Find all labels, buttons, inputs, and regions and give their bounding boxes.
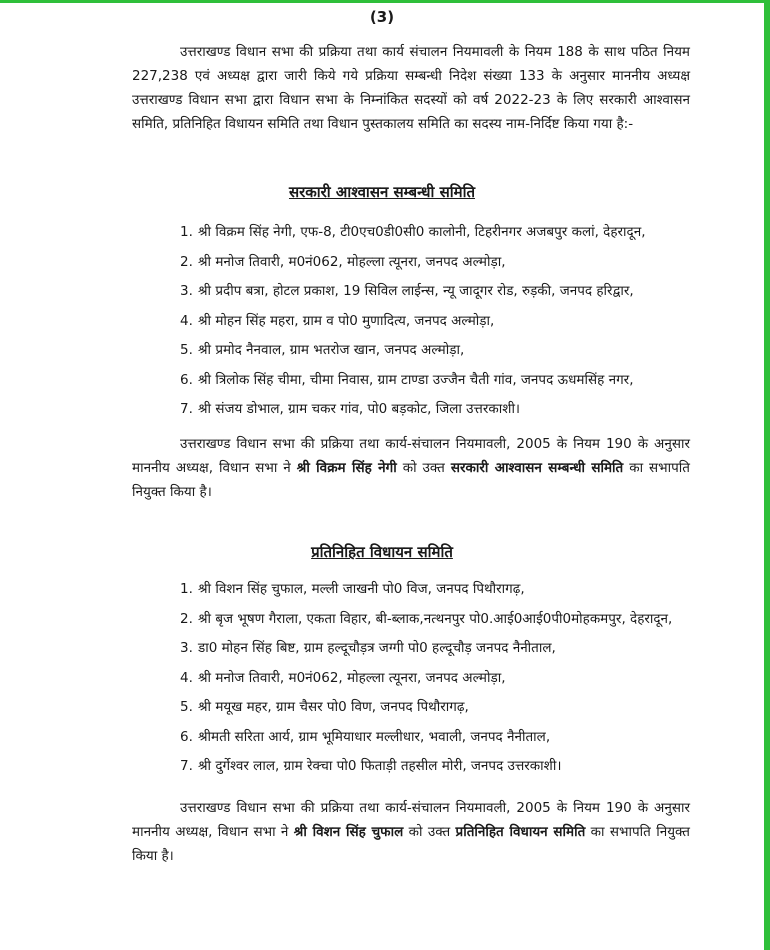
- list-item: 2. श्री मनोज तिवारी, म0नं062, मोहल्ला त्यूनरा, जनपद अल्मोड़ा,: [180, 253, 506, 270]
- committee1-heading: सरकारी आश्वासन सम्बन्धी समिति: [288, 183, 476, 201]
- list-item: 6. श्रीमती सरिता आर्य, ग्राम भूमियाधार मल्लीधार, भवाली, जनपद नैनीताल,: [180, 728, 551, 745]
- committee2-member-list: [180, 575, 720, 782]
- list-item: 6. श्री त्रिलोक सिंह चीमा, चीमा निवास, ग्राम टाण्डा उज्जैन चैती गांव, जनपद ऊधमसिंह नगर,: [180, 371, 634, 388]
- committee2-heading: प्रतिनिहित विधायन समिति: [311, 543, 453, 561]
- list-item: 3. डा0 मोहन सिंह बिष्ट, ग्राम हल्दूचौड़त्र जग्गी पो0 हल्दूचौड़ जनपद नैनीताल,: [180, 640, 556, 656]
- list-item: 7. श्री संजय डोभाल, ग्राम चकर गांव, पो0 बड़कोट, जिला उत्तरकाशी।: [180, 401, 521, 417]
- right-border: [764, 0, 770, 950]
- intro-paragraph: [132, 40, 690, 136]
- page-number: (3): [369, 8, 395, 26]
- committee2-chair-paragraph: उत्तराखण्ड विधान सभा की प्रक्रिया तथा कार्य-संचालन नियमावली, 2005 के नियम 190 के अनुसार माननीय अध्यक्ष, विधान सभा ने श्री विशन सिंह चुफाल को उक्त प्रतिनिहित विधायन समिति का सभापति नियुक्त किया है।: [132, 800, 690, 864]
- committee2-chair-name: श्री विशन सिंह चुफाल: [293, 824, 404, 840]
- list-item: 4. श्री मोहन सिंह महरा, ग्राम व पो0 मुणादित्य, जनपद अल्मोड़ा,: [180, 312, 495, 329]
- list-item: 7. श्री दुर्गेश्वर लाल, ग्राम रेक्चा पो0 फिताड़ी तहसील मोरी, जनपद उत्तरकाशी।: [180, 758, 562, 774]
- list-item: 1. श्री विक्रम सिंह नेगी, एफ-8, टी0एच0डी0सी0 कालोनी, टिहरीनगर अजबपुर कलां, देहरादून,: [180, 224, 646, 240]
- intro-text: उत्तराखण्ड विधान सभा की प्रक्रिया तथा कार्य संचालन नियमावली के नियम 188 के साथ पठित नियम 227,238 एवं अध्यक्ष द्वारा जारी किये गये प्रक्रिया सम्बन्धी निदेश संख्या 133 के अनुसार माननीय अध्यक्ष उत्तराखण्ड विधान सभा द्वारा विधान सभा के निम्नांकित सदस्यों को वर्ष 2022-23 के लिए सरकारी आश्वासन समिति, प्रतिनिहित विधायन समिति तथा विधान पुस्तकालय समिति का सदस्य नाम-निर्दिष्ट किया गया है:-: [132, 44, 690, 132]
- list-item: 1. श्री विशन सिंह चुफाल, मल्ली जाखनी पो0 विज, जनपद पिथौरागढ़,: [180, 581, 525, 597]
- list-item: 3. श्री प्रदीप बत्रा, होटल प्रकाश, 19 सिविल लाईन्स, न्यू जादूगर रोड, रुड़की, जनपद हरिद्वार,: [180, 283, 634, 299]
- committee2-chair-committee: प्रतिनिहित विधायन समिति: [455, 824, 586, 840]
- list-item: 4. श्री मनोज तिवारी, म0नं062, मोहल्ला त्यूनरा, जनपद अल्मोड़ा,: [180, 669, 506, 686]
- committee1-chair-committee: सरकारी आश्वासन सम्बन्धी समिति: [450, 460, 624, 476]
- list-item: 5. श्री मयूख महर, ग्राम चैसर पो0 विण, जनपद पिथौरागढ़,: [180, 699, 469, 715]
- committee1-chair-name: श्री विक्रम सिंह नेगी: [296, 460, 397, 476]
- list-item: 5. श्री प्रमोद नैनवाल, ग्राम भतरोज खान, जनपद अल्मोड़ा,: [180, 342, 465, 358]
- committee1-member-list: [180, 218, 720, 425]
- list-item: 2. श्री बृज भूषण गैराला, एकता विहार, बी-ब्लाक,नत्थनपुर पो0.आई0आई0पी0मोहकमपुर, देहरादून,: [180, 610, 673, 627]
- committee1-chair-paragraph: उत्तराखण्ड विधान सभा की प्रक्रिया तथा कार्य-संचालन नियमावली, 2005 के नियम 190 के अनुसार माननीय अध्यक्ष, विधान सभा ने श्री विक्रम सिंह नेगी को उक्त सरकारी आश्वासन सम्बन्धी समिति का सभापति नियुक्त किया है।: [132, 436, 690, 500]
